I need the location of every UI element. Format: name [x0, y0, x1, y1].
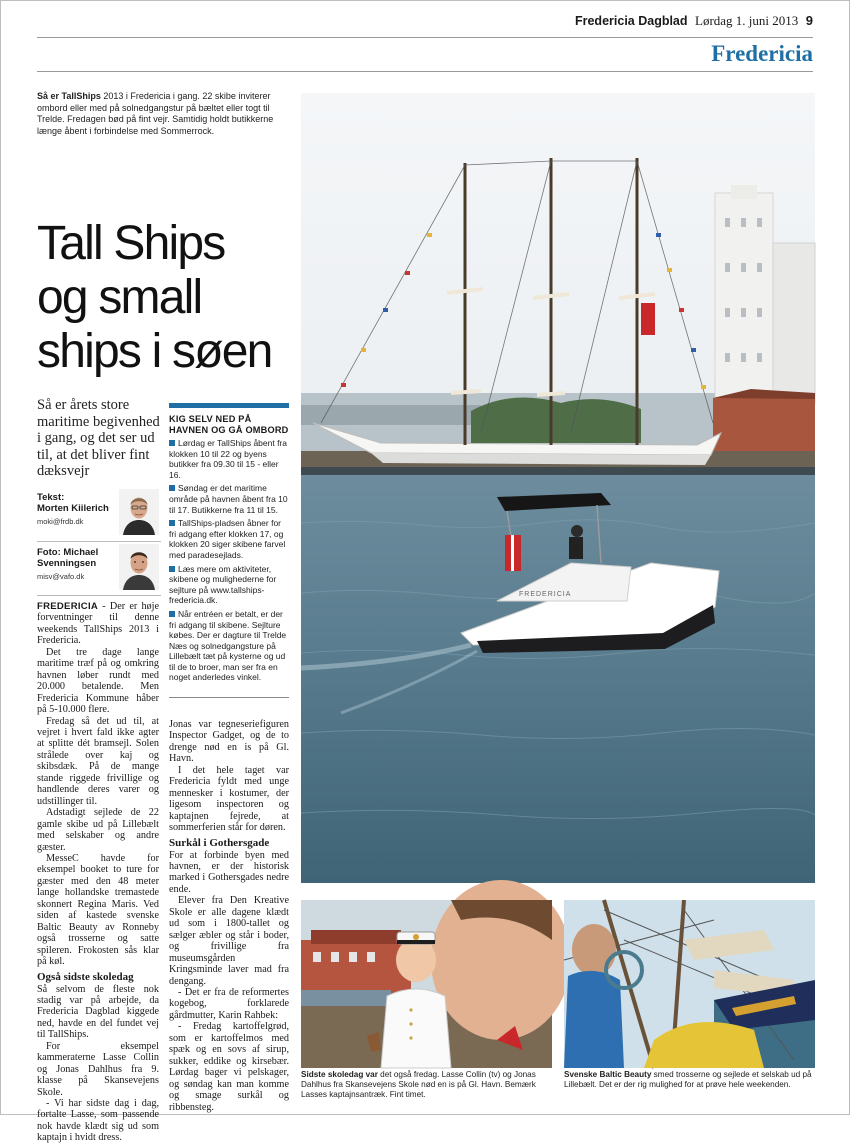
article-paragraph: MesseC havde for eksempel booket to ture for gæster med den 48 meter lange hollandske tremastede skonnert Regina Maris. Ved siden af kastede svenske Baltic Beauty av Ronneby også trosserne og satte spileren. Frokosten sås klar på køl. — [37, 852, 159, 968]
fact-item: Søndag er det maritime område på havnen åbent fra 10 til 17. Butikkerne fra 11 til 15. — [169, 483, 288, 515]
square-bullet-icon — [169, 485, 175, 491]
article-paragraph: - Fredag kartoffelgrød, som er kartoffelmos med spæk og en sovs af sirup, sukker, eddike og kirsebær. Lørdag bager vi pelskager, og søndag kan man komme og smage surkål og ribbensteg. — [169, 1021, 289, 1113]
author-portrait — [119, 489, 159, 535]
article-subheading: Også sidste skoledag — [37, 970, 134, 983]
headline — [37, 217, 297, 379]
byline-divider — [37, 595, 161, 596]
article-paragraph: Det tre dage lange maritime træf på og omkring havnen løber rundt med 20.000 betalende. Men Fredericia Kommune håber på 5-10.000 flere. — [37, 646, 159, 716]
fact-box-end-rule — [169, 697, 289, 698]
article-paragraph: Så selvom de fleste nok stadig var på arbejde, da Fredericia Dagblad kiggede ned, havde en del fundet vej til TallShips. — [37, 983, 159, 1041]
fact-box-title: KIG SELV NED PÅ HAVNEN OG GÅ OMBORD — [169, 414, 289, 435]
square-bullet-icon — [169, 611, 175, 617]
fact-item: TallShips-pladsen åbner for fri adgang efter klokken 17, og klokken 20 siger skibene farvel med paradesejlads. — [169, 518, 286, 560]
baltic-beauty-deck-image — [564, 900, 815, 1068]
fact-box-bar — [169, 403, 289, 408]
intro-body: 2013 i Fredericia i gang. 22 skibe inviterer ombord eller med på solnedgangstur på bæltet eller togt til Trelde. Fredagen bød på fint vejr. Samtidig holdt butikkerne længe åbent i forbindelse med Sommerrock. — [37, 91, 274, 136]
page-header — [575, 13, 813, 29]
subheadline: Så er årets store maritime begivenhed i gang, og det ser ud til, at det bliver fint dæksvejr — [37, 397, 160, 479]
byline-photo — [37, 547, 161, 599]
article-paragraph: - Vi har sidste dag i dag, fortalte Lasse, som passende nok havde klædt sig ud som kaptajn i hvidt dress. — [37, 1098, 159, 1144]
boat-name: FREDERICIA — [519, 591, 572, 598]
square-bullet-icon — [169, 440, 175, 446]
baltic-beauty-photo — [564, 900, 815, 1068]
article-subheading: Surkål i Gothersgade — [169, 836, 270, 849]
byline-role: Tekst: — [37, 492, 65, 503]
caption-lead: Svenske Baltic Beauty — [564, 1070, 652, 1079]
article-column-2 — [169, 719, 289, 1113]
section-title: Fredericia — [711, 41, 813, 66]
intro-text — [37, 91, 287, 137]
photo-caption: Svenske Baltic Beauty smed trosserne og sejlede et selskab ud på Lillebælt. Det er der rig mulighed for at prøve hele weekenden. — [564, 1070, 812, 1090]
students-photo — [301, 900, 552, 1068]
article-paragraph: Elever fra Den Kreative Skole er alle dagene klædt ud som i 1800-tallet og sælger æbler og står i boder, og frivillige fra museumsgården Kringsminde laver mad fra dengang. — [169, 895, 289, 987]
paper-name: Fredericia Dagblad — [574, 14, 688, 28]
byline-name: Morten Kiilerich — [37, 503, 109, 514]
square-bullet-icon — [169, 520, 175, 526]
fact-box — [169, 403, 289, 683]
fact-item: Lørdag er TallShips åbent fra klokken 10 til 22 og byens butikker fra 09.30 til 15 - eller 16. — [169, 438, 287, 480]
dateline: FREDERICIA — [37, 601, 99, 612]
article-paragraph: Adstadigt sejlede de 22 gamle skibe ud på Lillebælt med selskaber og andre gæster. — [37, 807, 159, 853]
article-paragraph: - Det er fra de reformertes kogebog, forklarede gårdmutter, Karin Rahbek: — [169, 986, 289, 1021]
tall-ship-harbor-image — [301, 93, 815, 883]
byline-divider — [37, 541, 161, 542]
headline-line-1: Tall Ships — [37, 217, 225, 270]
article-paragraph: I det hele taget var Fredericia fyldt med unge mennesker i kostumer, der ligesom inspectoren og kaptajnen fejrede, at sommerferien står for døren. — [169, 764, 289, 834]
byline-role: Foto: Michael — [37, 547, 99, 558]
caption-lead: Sidste skoledag var — [301, 1070, 378, 1079]
byline-name: Svenningsen — [37, 558, 97, 569]
headline-line-3: ships i søen — [37, 325, 272, 378]
issue-date: Lørdag 1. juni 2013 — [695, 13, 799, 28]
article-paragraph: For at forbinde byen med havnen, er der historisk marked i Gothersgades nedre ende. — [169, 849, 289, 895]
byline-email: misv@vafo.dk — [37, 572, 85, 581]
main-photo — [301, 93, 815, 883]
fact-item: Når entréen er betalt, er der fri adgang til skibene. Sejlture købes. Der er dagture til Trelde Næs og solnedgangsture på Lillebælt tæt på kysterne og ud til de to broer, man ser fra en noget anderledes vinkel. — [169, 608, 287, 683]
square-bullet-icon — [169, 566, 175, 572]
intro-lead: Så er TallShips — [37, 91, 101, 101]
article-paragraph: FREDERICIA - Der er høje forventninger til denne weekends TallShips 2013 i Fredericia. — [37, 601, 159, 647]
article-paragraph: Jonas var tegneseriefiguren Inspector Gadget, og de to drenge nød en is på Gl. Havn. — [169, 719, 289, 765]
article-column-1 — [37, 601, 159, 1144]
page-number: 9 — [805, 13, 813, 28]
photo-caption: Sidste skoledag var det også fredag. Lasse Collin (tv) og Jonas Dahlhus fra Skansevejens Skole nød en is på Gl. Havn. Bemærk Lasses kaptajnsantræk. Fint timet. — [301, 1070, 536, 1100]
header-rule — [37, 37, 813, 38]
photographer-portrait — [119, 544, 159, 590]
byline-text — [37, 492, 161, 544]
students-ice-cream-image — [301, 900, 552, 1068]
article-paragraph: Fredag så det ud til, at vejret i hvert fald ikke agter at splitte dét bramsejl. Solen strålede over kaj og skibsdæk. På de mange stande riggede frivillige og handlende deres varer og udstillinger til. — [37, 715, 159, 807]
fact-item: Læs mere om aktiviteter, skibene og mulighederne for sejlture på www.tallships-fredericia.dk. — [169, 563, 277, 606]
section-rule — [37, 71, 813, 72]
byline-email: moki@frdb.dk — [37, 517, 84, 526]
headline-line-2: og small — [37, 271, 202, 324]
article-paragraph: For eksempel kammeraterne Lasse Collin og Jonas Dahlhus fra 9. klasse på Skansevejens Skole. — [37, 1040, 159, 1098]
